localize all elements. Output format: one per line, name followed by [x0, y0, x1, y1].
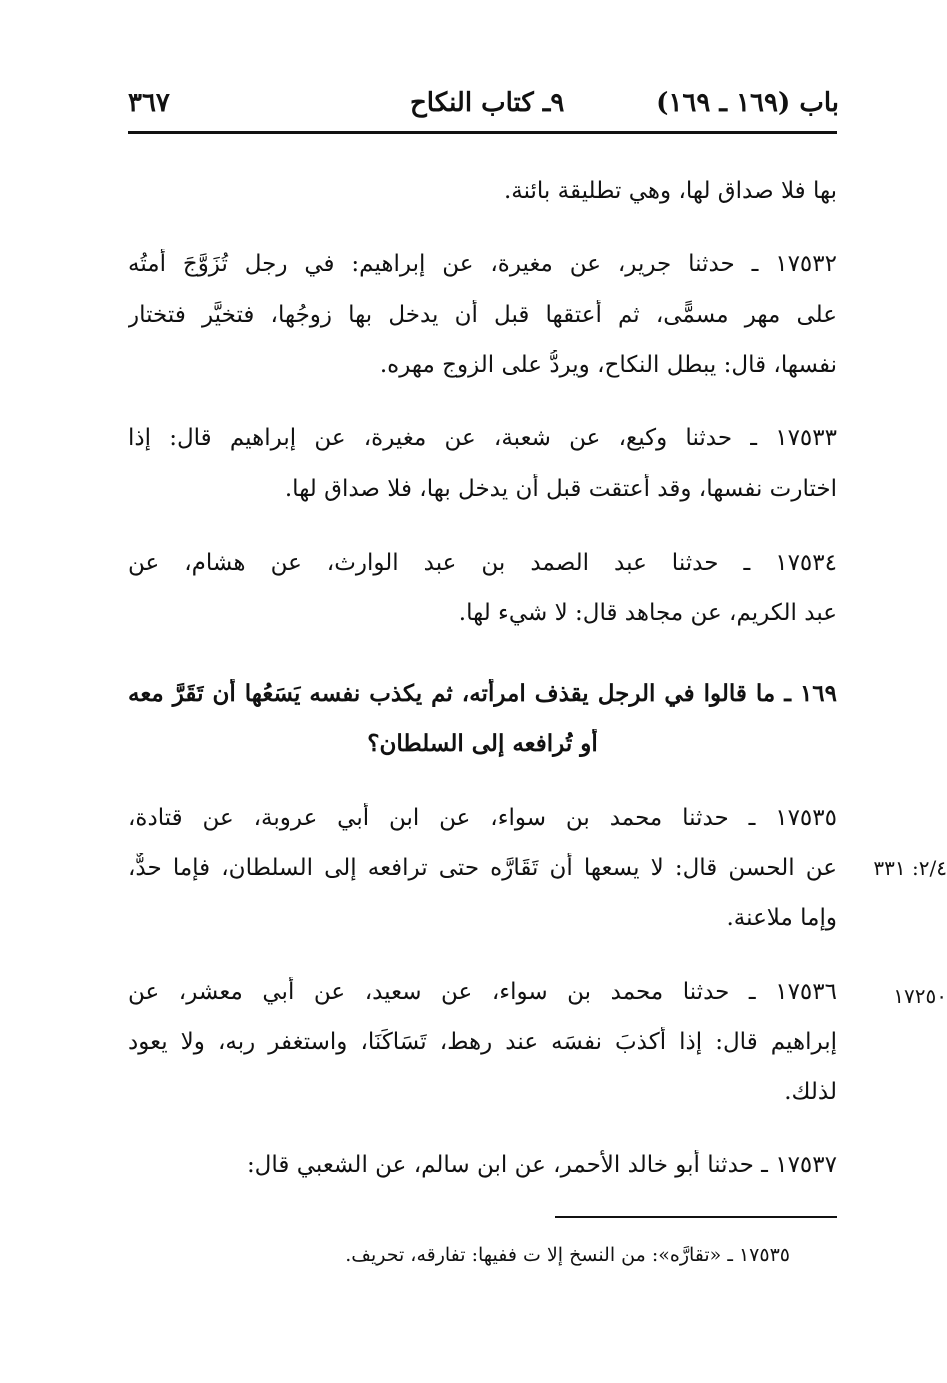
text-line: عبد الكريم، عن مجاهد قال: لا شيء لها.: [458, 600, 837, 626]
chapter-heading: باب (١٦٩ ـ ١٦٩): [656, 88, 839, 118]
text-line: نفسها، قال: يبطل النكاح، ويردُّ على الزوج مهره.: [379, 352, 837, 378]
footnote: ١٧٥٣٥ ـ «تقارَّه»: من النسخ إلا ت ففيها: تفارقه، تحريف.: [345, 1244, 790, 1266]
text-line: بها فلا صداق لها، وهي تطليقة بائنة.: [503, 178, 837, 204]
footnote-rule: [555, 1216, 837, 1218]
text-line: وإما ملاعنة.: [726, 905, 837, 931]
text-line: عن الحسن قال: لا يسعها أن تَقَارَّه حتى ترافعه إلى السلطان، فإما حدٌّ،: [128, 855, 837, 881]
text-line: لذلك.: [784, 1079, 837, 1105]
text-line: ١٧٥٣٥ ـ حدثنا محمد بن سواء، عن ابن أبي عروبة، عن قتادة،: [128, 805, 837, 831]
text-line: ١٧٥٣٦ ـ حدثنا محمد بن سواء، عن سعيد، عن أبي معشر، عن: [128, 979, 837, 1005]
text-line: ١٧٥٣٣ ـ حدثنا وكيع، عن شعبة، عن مغيرة، عن إبراهيم قال: إذا: [128, 425, 837, 451]
section-heading: أو تُرافعه إلى السلطان؟: [367, 730, 598, 757]
section-heading: ١٦٩ ـ ما قالوا في الرجل يقذف امرأته، ثم يكذب نفسه يَسَعُها أن تَقَرَّ معه: [128, 680, 837, 707]
text-line: اختارت نفسها، وقد أعتقت قبل أن يدخل بها، فلا صداق لها.: [284, 476, 837, 502]
text-line: على مهر مسمًّى، ثم أعتقها قبل أن يدخل بها زوجُها، فتخيَّر فتختار: [128, 302, 837, 328]
margin-reference: ٢/٤: ٣٣١: [873, 856, 947, 880]
book-title: ٩ـ كتاب النكاح: [410, 88, 565, 118]
text-line: ١٧٥٣٤ ـ حدثنا عبد الصمد بن عبد الوارث، عن هشام، عن: [128, 550, 837, 576]
margin-reference: ١٧٢٥٠: [893, 984, 947, 1008]
text-line: ١٧٥٣٢ ـ حدثنا جرير، عن مغيرة، عن إبراهيم: في رجل تُزَوَّجَ أَمتُه: [128, 251, 837, 277]
text-line: ١٧٥٣٧ ـ حدثنا أبو خالد الأحمر، عن ابن سالم، عن الشعبي قال:: [246, 1152, 837, 1178]
header-rule: [128, 131, 837, 134]
page-number: ٣٦٧: [128, 88, 170, 118]
text-line: إبراهيم قال: إذا أكذبَ نفسَه عند رهط، تَسَاكَنَا، واستغفر ربه، ولا يعود: [128, 1029, 837, 1055]
